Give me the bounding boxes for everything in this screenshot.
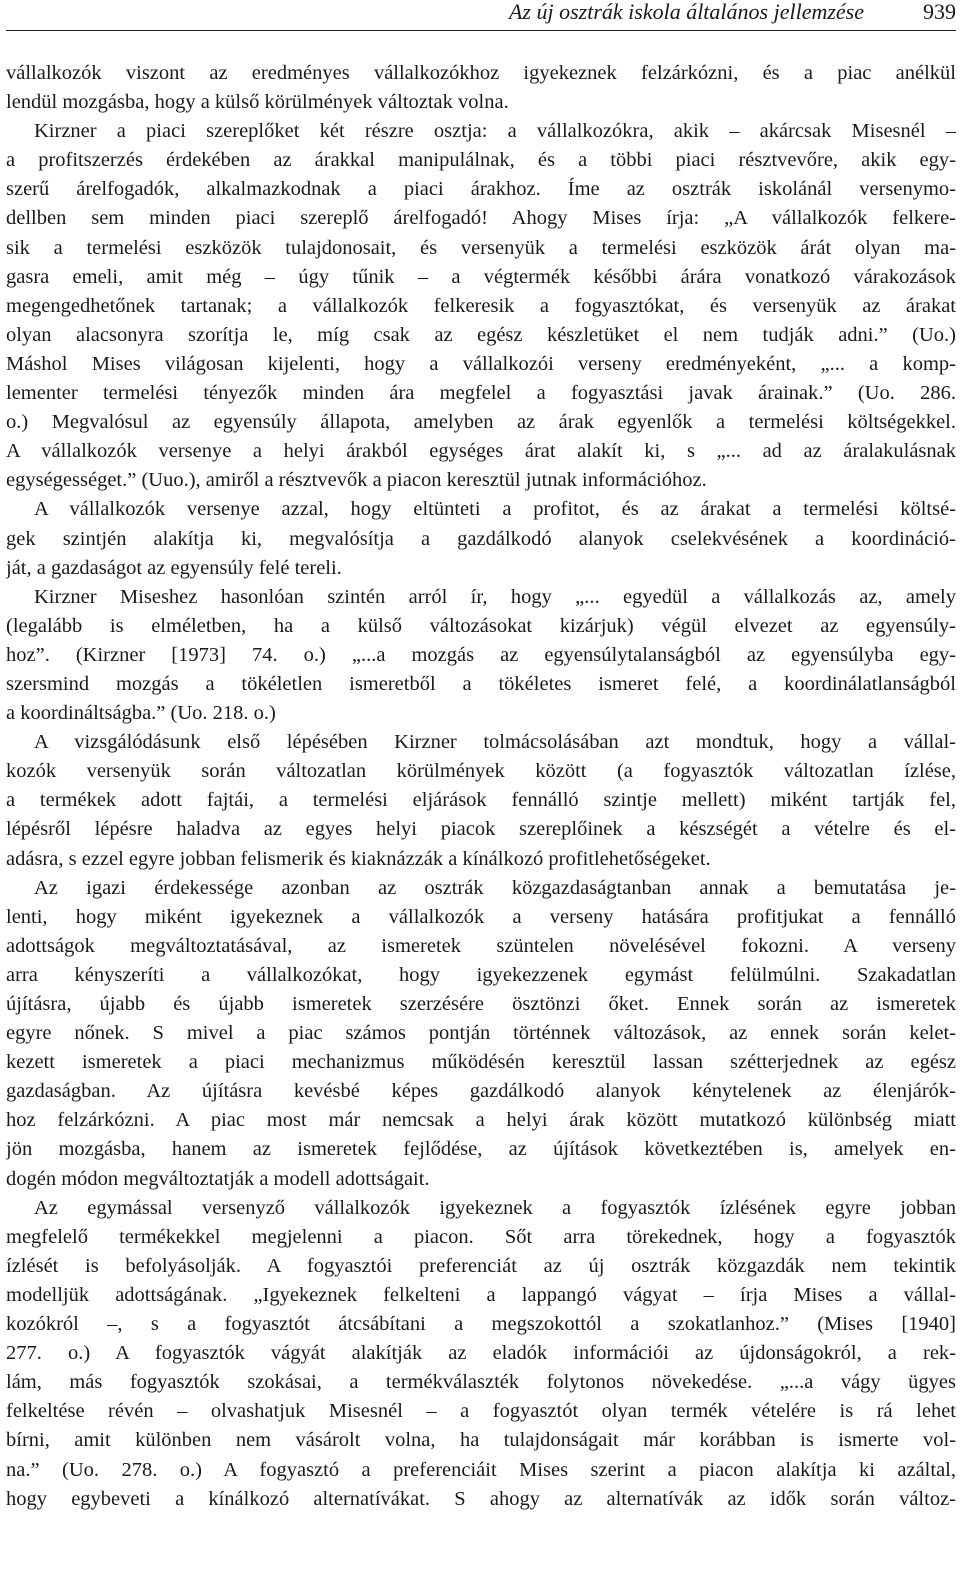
running-head (6, 0, 956, 31)
text-line: a profitszerzés érdekében az árakkal manipulálnak, és a többi piaci résztvevőre, akik egy- (6, 149, 956, 172)
text-line: megfelelő termékekkel megjelenni a piacon. Sőt arra törekednek, hogy a fogyasztók (6, 1225, 956, 1248)
running-title: Az új osztrák iskola általános jellemzése (508, 0, 864, 24)
text-line: lépésről lépésre haladva az egyes helyi piacok szereplőinek a készségét a vételre és el- (6, 818, 956, 841)
text-line: sik a termelési eszközök tulajdonosait, és versenyük a termelési eszközök árát olyan ma- (6, 236, 956, 259)
text-line: olyan alacsonyra szorítja le, míg csak az egész készletüket el nem tudják adni.” (Uo.) (6, 323, 956, 346)
text-line: kozók versenyük során változatlan körülmények között (a fogyasztók változatlan ízlése, (6, 760, 956, 783)
text-line: A vállalkozók versenye a helyi árakból egységes árat alakít ki, s „... ad az áralakulásnak (6, 440, 956, 463)
text-line: A vizsgálódásunk első lépésében Kirzner tolmácsolásában azt mondtuk, hogy a vállal- (34, 731, 956, 754)
text-line: gazdaságban. Az újításra kevésbé képes gazdálkodó alanyok kénytelenek az élenjárók- (6, 1080, 956, 1103)
text-line: A vállalkozók versenye azzal, hogy eltünteti a profitot, és az árakat a termelési költsé- (34, 498, 956, 521)
text-line: hoz felzárkózni. A piac most már nemcsak a helyi árak között mutatkozó különbség miatt (6, 1109, 956, 1132)
book-page (6, 0, 956, 1571)
text-line: gek szintjén alakítja ki, megvalósítja a gazdálkodó alanyok cselekvésének a koordináció- (6, 527, 956, 550)
text-line: lendül mozgásba, hogy a külső körülmények változtak volna. (6, 91, 509, 114)
text-line: szersmind mozgás a tökéletlen ismeretből a tökéletes ismeret felé, a koordinálatlanságból (6, 672, 956, 695)
text-line: modelljük adottságának. „Igyekeznek felkelteni a lappangó vágyat – írja Mises a vállal- (6, 1283, 956, 1306)
text-line: újításra, újabb és újabb ismeretek szerzésére ösztönzi őket. Ennek során az ismeretek (6, 993, 956, 1015)
text-line: kezett ismeretek a piaci mechanizmus működésén keresztül lassan szétterjednek az egész (6, 1051, 956, 1074)
text-line: o.) Megvalósul az egyensúly állapota, amelyben az árak egyenlők a termelési költségekkel. (6, 411, 956, 434)
text-line: Kirzner Miseshez hasonlóan szintén arról ír, hogy „... egyedül a vállalkozás az, amely (34, 585, 956, 608)
text-line: gasra emeli, amit még – úgy tűnik – a végtermék későbbi árára vonatkozó várakozások (6, 265, 956, 288)
text-line: dellben sem minden piaci szereplő árelfogadó! Ahogy Mises írja: „A vállalkozók felkere- (6, 207, 956, 230)
body-text (6, 59, 956, 1514)
text-line: adásra, s ezzel egyre jobban felismerik és kiaknázzák a kínálkozó profitlehetőségeket. (6, 847, 711, 870)
text-line: (legalább is elméletben, ha a külső változásokat kizárjuk) végül elvezet az egyensúly- (6, 614, 956, 637)
text-line: lám, más fogyasztók szokásai, a termékválaszték folytonos növekedése. „...a vágy ügyes (6, 1371, 956, 1394)
text-line: vállalkozók viszont az eredményes vállalkozókhoz igyekeznek felzárkózni, és a piac anélkül (6, 62, 956, 84)
text-line: jön mozgásba, hanem az ismeretek fejlődése, az újítások következtében is, amelyek en- (6, 1138, 956, 1161)
text-line: hogy egybeveti a kínálkozó alternatívákat. S ahogy az alternatívák az idők során változ- (6, 1487, 956, 1510)
text-line: 277. o.) A fogyasztók vágyát alakítják az eladók információi az újdonságokról, a rek- (6, 1342, 956, 1365)
text-line: szerű árelfogadók, alkalmazkodnak a piaci árakhoz. Íme az osztrák iskolánál versenymo- (6, 178, 956, 201)
text-line: egyre nőnek. S mivel a piac számos pontján történnek változások, az ennek során kelet- (6, 1022, 956, 1045)
text-line: megengedhetőnek tartanak; a vállalkozók felkeresik a fogyasztókat, és versenyük az árakat (6, 294, 956, 317)
text-line: dogén módon megváltoztatják a modell adottságait. (6, 1167, 430, 1190)
text-line: lementer termelési tényezők minden ára megfelel a fogyasztási javak árainak.” (Uo. 286. (6, 382, 956, 405)
text-line: hoz”. (Kirzner [1973] 74. o.) „...a mozgás az egyensúlytalanságból az egyensúlyba egy- (6, 643, 956, 666)
text-line: egységességet.” (Uuo.), amiről a résztvevők a piacon keresztül jutnak információhoz. (6, 469, 707, 492)
text-line: a koordináltságba.” (Uo. 218. o.) (6, 702, 276, 725)
page-number: 939 (923, 0, 956, 24)
text-line: na.” (Uo. 278. o.) A fogyasztó a preferenciáit Mises szerint a piacon alakítja ki azáltal, (6, 1458, 956, 1481)
text-line: Kirzner a piaci szereplőket két részre osztja: a vállalkozókra, akik – akárcsak Misesnél – (34, 120, 956, 143)
text-line: ját, a gazdaságot az egyensúly felé tereli. (6, 556, 342, 579)
text-line: bírni, amit különben nem vásárolt volna, ha tulajdonságait már korábban is ismerte vol- (6, 1429, 956, 1452)
text-line: arra kényszeríti a vállalkozókat, hogy igyekezzenek egymást felülmúlni. Szakadatlan (6, 963, 956, 986)
text-line: felkeltése révén – olvashatjuk Misesnél – a fogyasztót olyan termék vételére is rá lehet (6, 1400, 956, 1423)
text-line: kozókról –, s a fogyasztót átcsábítani a megszokottól a szokatlanhoz.” (Mises [1940] (6, 1313, 956, 1336)
text-line: Az igazi érdekessége azonban az osztrák közgazdaságtanban annak a bemutatása je- (34, 876, 956, 899)
text-line: lenti, hogy miként igyekeznek a vállalkozók a verseny hatására profitjukat a fennálló (6, 905, 956, 928)
text-line: Máshol Mises világosan kijelenti, hogy a vállalkozói verseny eredményeként, „... a komp- (6, 352, 956, 375)
text-line: adottságok megváltoztatásával, az ismeretek szüntelen növelésével fokozni. A verseny (6, 934, 956, 957)
text-line: a termékek adott fajtái, a termelési eljárások fennálló szintje mellett) miként tartják fel, (6, 789, 956, 812)
text-line: ízlését is befolyásolják. A fogyasztói preferenciát az új osztrák közgazdák nem tekintik (6, 1254, 956, 1277)
text-line: Az egymással versenyző vállalkozók igyekeznek a fogyasztók ízlésének egyre jobban (34, 1196, 956, 1219)
